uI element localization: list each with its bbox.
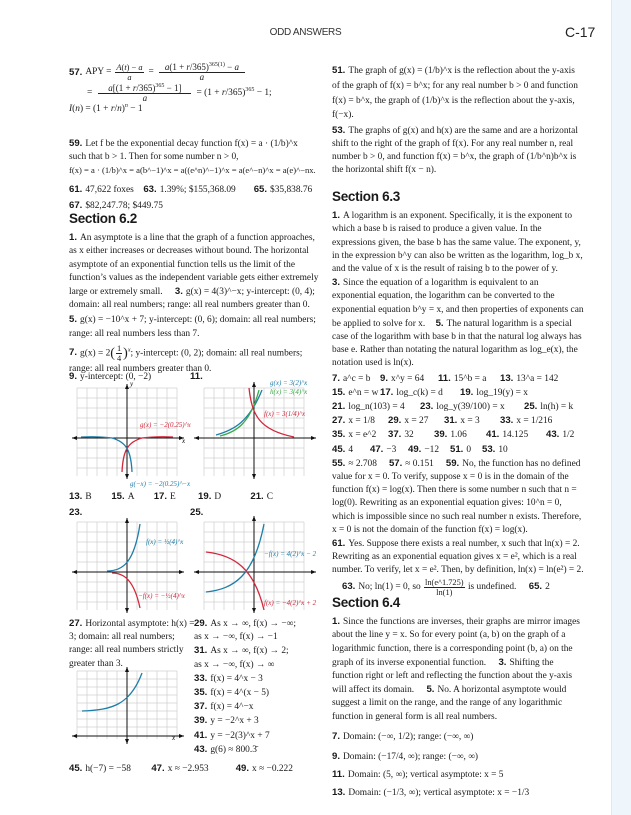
- answer-27: [69, 617, 195, 671]
- answer-number: 5.: [69, 314, 78, 326]
- graph-label-blue: f(x) = ½(4)^x: [146, 538, 184, 546]
- answer-text: Shifting the function right or left and reflecting the function about the y-axis will affect its domain.: [332, 657, 573, 696]
- answer-57: 57. APY = $\frac{A(t) - a}{a}$ = $\frac{a(1 + r/365)^{365(1)} - a}{a}$ = $\frac{a[(1 + r/365)^{365} - 1]}{a}$ = $(1 + r/365)^{365} - 1$; $I(n) = (1 + r/n)^n - 1$: [69, 63, 324, 116]
- answer-text: A logarithm is an exponent. Specifically, it is the exponent to which a base b is raised to produce a given value. In the expressions given, the base b has the same value. The exponent, y, in the expression b^y can also be written as the logarithm, log_b x, and the value of x is the result of raising b to the power of y.: [332, 211, 583, 275]
- answer-number: 67.: [69, 200, 83, 212]
- answer-text: Domain: (−∞, 1/2); range: (−∞, ∞): [343, 731, 474, 742]
- answers-29-43: [194, 617, 329, 757]
- answer-text: x ≈ −0.222: [252, 764, 293, 774]
- answer-text: x = 3: [460, 416, 480, 427]
- section-heading: Section 6.4: [332, 595, 400, 610]
- page-number: C-17: [565, 24, 596, 40]
- answer-number: 11.: [438, 372, 451, 384]
- answer-text: 14.125: [502, 430, 529, 441]
- answer-text: x = 1/8: [348, 416, 375, 427]
- answer-number: 23.: [69, 507, 83, 518]
- answer-number: 31.: [444, 415, 458, 427]
- answer-number: 57.: [388, 457, 403, 469]
- answer-text: No; ln(1) = 0, so: [358, 582, 421, 593]
- answer-text: ; y-intercept: (0, 2); domain: all real numbers;: [130, 348, 303, 359]
- answer-text: log_n(103) = 4: [348, 402, 405, 413]
- answer-text: 1/2: [562, 430, 575, 441]
- answer-number: 65.: [528, 581, 543, 593]
- graph-label-red: f(x) = 3(1/4)^x: [264, 410, 306, 418]
- answer-number: 49.: [408, 443, 422, 455]
- answer-number: 9.: [380, 372, 389, 384]
- graph-label-blue: g(−x) = −2(0.25)^−x: [130, 480, 191, 488]
- answer-number: 15.: [332, 386, 346, 398]
- running-header: ODD ANSWERS: [269, 27, 342, 38]
- answer-text: 13^a = 142: [516, 373, 559, 384]
- answer-text: $35,838.76: [270, 185, 313, 195]
- answer-51-53: [332, 64, 584, 178]
- answer-number: 43.: [546, 429, 560, 441]
- fraction-denominator: ln(1): [436, 587, 453, 597]
- answer-number: 53.: [482, 443, 496, 455]
- answer-text: log_19(y) = x: [476, 387, 528, 398]
- answer-number: 63.: [143, 184, 157, 195]
- answer-number: 3.: [332, 277, 341, 289]
- answer-text: ≈ 0.151: [405, 458, 434, 469]
- answer-number: 39.: [194, 715, 208, 727]
- answer-text: of the graph of f(x) = b^x; for any real number b > 0 and function: [332, 81, 578, 92]
- answer-text: As x → ∞, f(x) → 2;: [210, 646, 289, 657]
- answer-number: 1.: [69, 232, 78, 244]
- answer-text: 47,622 foxes: [85, 185, 134, 195]
- answer-number: 45.: [332, 443, 346, 455]
- answer-text: f(x) = 4^x − 3: [210, 673, 263, 684]
- answer-text: as x → −∞, f(x) → ∞: [194, 659, 275, 670]
- answer-text: The graphs of g(x) and h(x) are the same and are a horizontal shift to the right of the graph of f(x). For any real number n, real number b > 0, and function f(x) = b^x, the graph of (1/b^n)b^x is the horizontal shift f(x − n).: [332, 125, 578, 176]
- answer-number: 63.: [342, 581, 356, 593]
- answer-number: 19.: [198, 491, 212, 502]
- answer-number: 5.: [435, 317, 444, 329]
- answer-number: 59.: [69, 138, 83, 149]
- answer-number: 3.: [174, 286, 183, 298]
- answer-text: a^c = b: [343, 373, 371, 384]
- answer-text: Yes. Suppose there exists a real number, x such that ln(x) = 2. Rewriting as an exponential equation gives x = e², which is a real number. To verify, let x = e². Then, by definition, ln(x) = ln(e²) = 2.: [332, 539, 584, 576]
- answer-59: [69, 137, 324, 178]
- answer-text: log_c(k) = d: [396, 387, 443, 398]
- answer-number: 3.: [498, 656, 507, 668]
- answer-number: 47.: [370, 443, 384, 455]
- answer-number: 61.: [69, 184, 83, 195]
- answer-number: 33.: [500, 415, 514, 427]
- graph-label-red: f(x) = −4(2)^x + 2: [264, 599, 317, 607]
- section-6-4: [332, 596, 584, 801]
- answer-text: g(x) = 2: [80, 348, 111, 359]
- answer-text: ln(h) = k: [540, 402, 574, 413]
- graph-answer-27: [72, 665, 187, 745]
- answer-text: y = −2(3)^x + 7: [210, 730, 270, 741]
- answer-text: Domain: (−1/3, ∞); vertical asymptote: x = −1/3: [348, 788, 530, 799]
- answer-text: range: all real numbers greater than 0.: [69, 363, 212, 374]
- answer-number: 41.: [486, 429, 500, 441]
- answer-number: 13.: [69, 491, 83, 502]
- answer-number: 45.: [69, 763, 83, 774]
- answer-text: x ≈ −2.953: [167, 764, 209, 774]
- answer-number: 15.: [111, 491, 125, 502]
- answer-number: 35.: [332, 429, 346, 441]
- answer-text: is undefined.: [467, 582, 517, 593]
- answer-number: 7.: [332, 730, 341, 742]
- fraction-numerator: ln(e^1.725): [425, 577, 464, 587]
- answer-text: Since the equation of a logarithm is equivalent to an exponential equation, the logarithm can be converted to the exponential equation b^y = x, and then properties of exponents can be applied to solve for x.: [332, 278, 584, 329]
- answer-57-line3: $I(n) = (1 + r/n)^n - 1$: [69, 102, 143, 114]
- answer-number: 9.: [69, 371, 78, 382]
- answer-text: C: [266, 492, 273, 502]
- graph-answer-11: [194, 380, 319, 480]
- answer-text: as x → −∞, f(x) → −1: [194, 632, 278, 643]
- answer-number: 39.: [434, 429, 448, 441]
- answer-text: Domain: (5, ∞); vertical asymptote: x = 5: [347, 770, 504, 781]
- answer-text: y-intercept: (0, −2): [80, 372, 152, 382]
- answer-text: The natural logarithm is a special case of the logarithm with base b in that the natural log always has base e. Rather than notating the natural logarithm as log_e(x), the notation used is ln(x).: [332, 318, 582, 369]
- graph-answer-23: [72, 514, 187, 614]
- answer-text: Horizontal asymptote: h(x) = 3; domain: all real numbers; range: all real numbers strictly greater than 3.: [69, 619, 195, 669]
- answer-number: 43.: [194, 743, 208, 755]
- answer-number: 35.: [194, 687, 208, 699]
- answer-text: $82,247.78; $449.75: [85, 201, 163, 212]
- answer-number: 27.: [69, 618, 83, 629]
- answer-text: Let f be the exponential decay function f(x) = a · (1/b)^x: [85, 139, 298, 149]
- answer-text: g(x) = −10^x + 7; y-intercept: (0, 6); domain: all real numbers; range: all real numbers less than 7.: [69, 315, 316, 339]
- answer-text: 1.39%; $155,368.09: [159, 185, 236, 195]
- answer-text: 4: [348, 444, 354, 455]
- graph-label-green: h(x) = 3(4)^x: [270, 388, 308, 396]
- answer-text: ≈ 2.708: [348, 458, 377, 469]
- answer-text: 2: [545, 582, 550, 593]
- answer-text: f(x) = 4^−x: [210, 702, 254, 713]
- answer-text: such that b > 1. Then for some number n > 0,: [69, 152, 239, 163]
- section-heading: Section 6.2: [69, 211, 137, 226]
- answer-text: 1.06: [450, 430, 467, 441]
- answer-number: 37.: [194, 701, 208, 713]
- answer-text: 10: [498, 444, 508, 455]
- answer-number: 29.: [194, 618, 208, 629]
- answer-text: The graph of g(x) = (1/b)^x is the reflection about the y-axis: [348, 66, 575, 76]
- answer-text: x = 27: [404, 416, 429, 427]
- answer-number: 59.: [445, 457, 460, 469]
- answer-number: 29.: [388, 415, 402, 427]
- answer-number: 17.: [153, 491, 168, 502]
- answer-number: 1.: [332, 616, 341, 628]
- answers-13-21: [69, 490, 324, 504]
- answer-text: −12: [424, 444, 440, 455]
- answer-number: 41.: [194, 729, 208, 741]
- graph-label-red: −f(x) = −½(4)^x: [138, 592, 185, 600]
- answer-number: 13.: [500, 372, 514, 384]
- answer-text: x = e^2: [348, 430, 377, 441]
- answer-text: 15^b = a: [453, 373, 487, 384]
- section-heading: Section 6.3: [332, 189, 400, 204]
- x-axis-label: x: [182, 437, 186, 445]
- apy-lhs: APY =: [85, 66, 112, 77]
- section-6-3: [332, 190, 584, 597]
- viewer-side-strip: [611, 0, 631, 815]
- answer-text: As x → ∞, f(x) → −∞;: [210, 619, 296, 629]
- answer-text: g(6) ≈ 800.3̄: [210, 744, 257, 755]
- graph-label-blue: −f(x) = 4(2)^x − 2: [264, 550, 317, 558]
- answer-number: 57.: [69, 66, 83, 78]
- answer-text: An asymptote is a line that the graph of a function approaches, as x either increases or decreases without bound. The horizontal asymptote of an exponential function tells us the limit of the function’s values as the independent variable gets either extremely large or extremely small.: [69, 233, 319, 298]
- answer-number: 33.: [194, 672, 208, 684]
- answer-text: f(x) = 4^(x − 5): [210, 688, 270, 699]
- answer-number: 25.: [190, 507, 204, 518]
- answer-number: 11.: [190, 371, 203, 382]
- graph-answer-9: [72, 380, 191, 488]
- answers-61-67: [69, 183, 324, 213]
- answer-number: 7.: [69, 347, 78, 359]
- answer-text: No. A horizontal asymptote would suggest a limit on the range, and the range of any logarithmic function in general form is all real numbers.: [332, 685, 567, 722]
- answer-text: log_y(39/100) = x: [436, 402, 505, 413]
- section-6-2: Section 6.2 1. An asymptote is a line that the graph of a function approaches, as x either increases or decreases without bound. The horizontal asymptote of an exponential function tells us the limit of the function’s values as the independent variable gets either extremely large or extremely small. 3. g(x) = 4(3)^−x; y-intercept: (0, 4); domain: all real numbers; range: all real numbers greater than 0. 5. g(x) = −10^x + 7; y-intercept: (0, 6); domain: all real numbers; range: all real numbers less than 7. 7. g(x) = 2( $\frac{1}{4}$ )$^x$; y-intercept: (0, 2); domain: all real numbers; range: all real numbers greater than 0.: [69, 212, 324, 376]
- answer-number: 21.: [250, 491, 264, 502]
- answer-number: 47.: [151, 763, 165, 774]
- answer-number: 31.: [194, 645, 208, 657]
- answer-number: 37.: [388, 429, 402, 441]
- answer-text: No, the function has no defined value for x = 0. To verify, suppose x = 0 is in the domain of the function f(x) = log(x). Then there is some number n such that n = log(0). Rewriting as an exponential equation gives: 10^n = 0, which is impossible since no such real number n exists. Therefore, x = 0 is not the domain of the function f(x) = log(x).: [332, 458, 582, 535]
- answer-number: 23.: [420, 401, 434, 413]
- answer-text: e^n = w: [348, 387, 379, 398]
- answer-text: −3: [386, 444, 397, 455]
- graph-answer-25: [194, 514, 319, 614]
- answers-45-49: [69, 762, 324, 776]
- y-axis-label: y: [130, 380, 134, 388]
- answer-text: y = −2^x + 3: [210, 716, 259, 727]
- answer-text: h(−7) = −58: [85, 764, 131, 774]
- answer-number: 27.: [332, 415, 346, 427]
- answer-number: 55.: [332, 457, 346, 469]
- answer-number: 25.: [524, 401, 538, 413]
- answer-number: 9.: [332, 751, 341, 763]
- answer-text: E: [170, 492, 176, 502]
- answer-number: 1.: [332, 210, 341, 222]
- answer-number: 61.: [332, 538, 346, 550]
- answer-number: 49.: [235, 763, 250, 774]
- answer-number: 13.: [332, 787, 346, 799]
- answer-text: Domain: (−17/4, ∞); range: (−∞, ∞): [343, 752, 479, 763]
- answer-number: 51.: [332, 65, 346, 76]
- answer-text: 0: [466, 444, 472, 455]
- answer-number: 53.: [332, 124, 346, 136]
- answer-text: D: [214, 492, 222, 502]
- answer-text: g(x) = 4(3)^−x; y-intercept: (0, 4); domain: all real numbers; range: all real numbers greater than 0.: [69, 287, 315, 311]
- answer-number: 19.: [460, 386, 474, 398]
- answer-text: x = 1/216: [516, 416, 553, 427]
- answer-number: 7.: [332, 372, 341, 384]
- answer-number: 11.: [332, 769, 345, 781]
- answer-text: Since the functions are inverses, their graphs are mirror images about the line y = x. So for every point (a, b) on the graph of a logarithmic function, there is a corresponding point (b, a) on the graph of its inverse exponential function.: [332, 617, 580, 668]
- answer-text: f(x) = b^x, the graph of (1/b)^x is the reflection about the y-axis, f(−x).: [332, 96, 575, 120]
- answers-grid: [332, 372, 584, 457]
- answer-number: 17.: [380, 386, 394, 398]
- graph-label-blue: g(x) = 3(2)^x: [270, 379, 308, 387]
- answer-text: f(x) = a · (1/b)^x = a(b^−1)^x = a((e^n)^−1)^x = a(e^−n)^x = a(e)^−nx.: [69, 165, 316, 176]
- x-axis-label: x: [172, 734, 176, 742]
- answer-text: x^y = 64: [391, 373, 425, 384]
- graph-label-red: g(x) = −2(0.25)^x: [140, 421, 191, 429]
- answer-number: 5.: [426, 684, 435, 696]
- answer-text: A: [127, 492, 135, 502]
- answer-number: 51.: [450, 443, 464, 455]
- answer-text: B: [85, 492, 92, 502]
- answer-text: 32: [404, 430, 414, 441]
- answer-number: 21.: [332, 401, 346, 413]
- answer-number: 65.: [253, 184, 268, 195]
